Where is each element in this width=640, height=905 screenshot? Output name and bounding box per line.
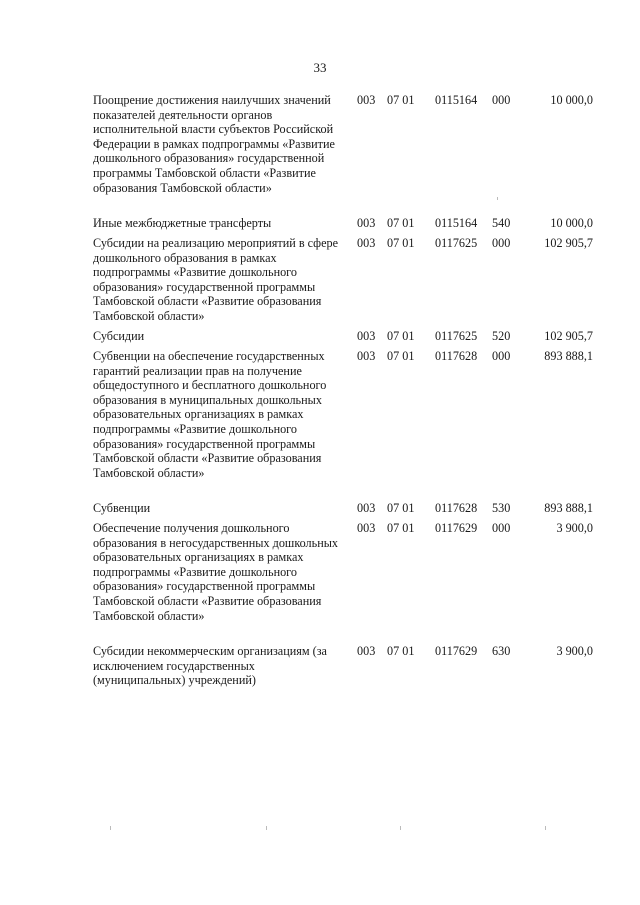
row-grbs: 003: [357, 521, 376, 535]
row-grbs: 003: [357, 216, 376, 230]
row-target-code: 0115164: [435, 93, 478, 107]
row-expense-type: 530: [492, 501, 511, 515]
scan-speck: [266, 826, 267, 830]
scan-speck: [400, 826, 401, 830]
row-section: 07 01: [387, 216, 415, 230]
row-sum: 102 905,7: [544, 329, 593, 343]
row-target-code: 0115164: [435, 216, 478, 230]
row-target-code: 0117629: [435, 521, 478, 535]
row-grbs: 003: [357, 349, 376, 363]
table-row: [0, 93, 640, 210]
row-target-code: 0117629: [435, 644, 478, 658]
row-expense-type: 000: [492, 349, 511, 363]
row-grbs: 003: [357, 93, 376, 107]
scan-speck: [497, 197, 498, 200]
row-section: 07 01: [387, 644, 415, 658]
row-section: 07 01: [387, 349, 415, 363]
row-sum: 3 900,0: [556, 644, 593, 658]
row-section: 07 01: [387, 236, 415, 250]
row-name: Иные межбюджетные трансферты: [93, 216, 272, 230]
row-sum: 893 888,1: [544, 501, 593, 515]
row-target-code: 0117628: [435, 501, 478, 515]
row-section: 07 01: [387, 521, 415, 535]
row-name: Субсидии: [93, 329, 145, 343]
row-name: Субсидии некоммерческим организациям (за исключением государственных (муниципальных) учреждений): [93, 644, 327, 688]
row-expense-type: 000: [492, 521, 511, 535]
row-section: 07 01: [387, 93, 415, 107]
table-row: [0, 521, 640, 638]
row-sum: 3 900,0: [556, 521, 593, 535]
row-grbs: 003: [357, 501, 376, 515]
row-target-code: 0117625: [435, 236, 478, 250]
table-row: [0, 216, 640, 231]
table-row: [0, 501, 640, 516]
table-row: [0, 644, 640, 688]
row-section: 07 01: [387, 501, 415, 515]
row-target-code: 0117625: [435, 329, 478, 343]
row-expense-type: 630: [492, 644, 511, 658]
row-sum: 10 000,0: [550, 93, 593, 107]
row-expense-type: 540: [492, 216, 511, 230]
scan-speck: [110, 826, 111, 830]
table-row: [0, 236, 640, 324]
row-grbs: 003: [357, 329, 376, 343]
row-name: Субвенции: [93, 501, 151, 515]
table-row: [0, 349, 640, 495]
page-number: 33: [313, 60, 327, 75]
row-sum: 893 888,1: [544, 349, 593, 363]
row-name: Субсидии на реализацию мероприятий в сфере дошкольного образования в рамках подпрограммы «Развитие дошкольного образования» государственной программы Тамбовской области «Развитие образования Тамбовской области»: [93, 236, 338, 323]
row-grbs: 003: [357, 644, 376, 658]
row-expense-type: 520: [492, 329, 511, 343]
row-sum: 102 905,7: [544, 236, 593, 250]
row-target-code: 0117628: [435, 349, 478, 363]
row-name: Обеспечение получения дошкольного образования в негосударственных дошкольных образовательных организациях в рамках подпрограммы «Развитие дошкольного образования» государственной программы Тамбовской области «Развитие образования Тамбовской области»: [93, 521, 338, 623]
row-section: 07 01: [387, 329, 415, 343]
scan-speck: [545, 826, 546, 830]
row-expense-type: 000: [492, 236, 511, 250]
table-row: [0, 329, 640, 344]
row-name: Поощрение достижения наилучших значений показателей деятельности органов исполнительной власти субъектов Российской Федерации в рамках подпрограммы «Развитие дошкольного образования» государственной программы Тамбовской области «Развитие образования Тамбовской области»: [93, 93, 335, 195]
row-name: Субвенции на обеспечение государственных гарантий реализации прав на получение общедоступного и бесплатного дошкольного образования в муниципальных дошкольных образовательных организациях в рамках подпрограммы «Развитие дошкольного образования» государственной программы Тамбовской области «Развитие образования Тамбовской области»: [93, 349, 327, 480]
row-grbs: 003: [357, 236, 376, 250]
row-sum: 10 000,0: [550, 216, 593, 230]
row-expense-type: 000: [492, 93, 511, 107]
